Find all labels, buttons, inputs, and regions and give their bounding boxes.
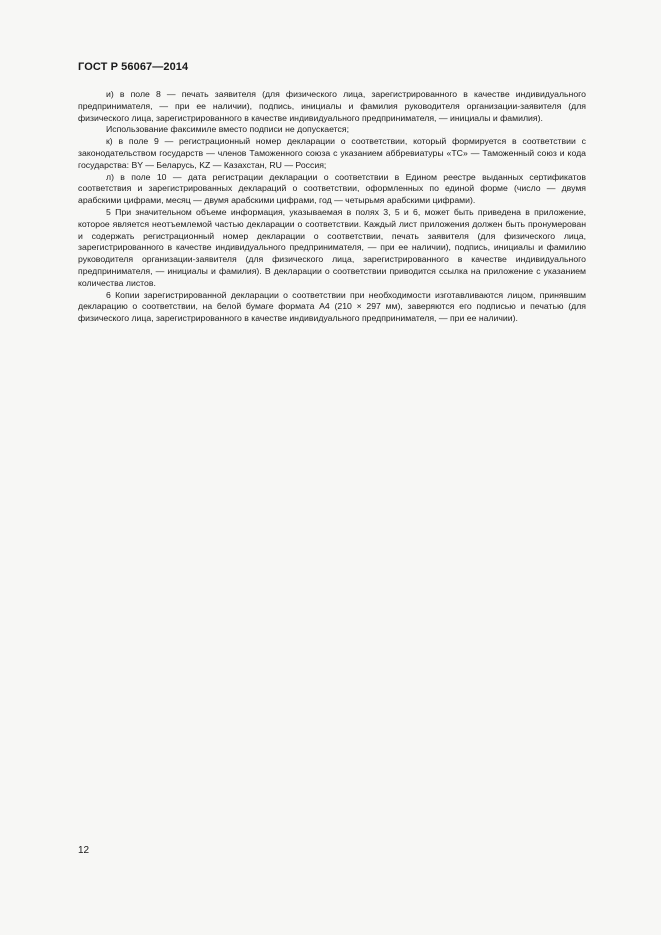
paragraph-section-6: 6 Копии зарегистрированной декларации о соответствии при необходимости изготавливаются лицом, принявшим декларацию о соответствии, на белой бумаге формата А4 (210 × 297 мм), заверяются его подписью и печатью (для физического лица, зарегистрированного в качестве индивидуального предпринимателя, — при ее наличии). (78, 289, 586, 324)
document-body (78, 89, 586, 325)
paragraph-facsimile-note: Использование факсимиле вместо подписи не допускается; (106, 124, 350, 135)
paragraph-item-l: л) в поле 10 — дата регистрации декларации о соответствии в Едином реестре выданных сертификатов соответствия и зарегистрированных деклараций о соответствии, оформленных по единой форме (число — двумя арабскими цифрами, месяц — двумя арабскими цифрами, год — четырьмя арабскими цифрами). (78, 171, 586, 206)
paragraph-section-5: 5 При значительном объеме информация, указываемая в полях 3, 5 и 6, может быть приведена в приложение, которое является неотъемлемой частью декларации о соответствии. Каждый лист приложения должен быть пронумерован и содержать регистрационный номер декларации о соответствии, печать заявителя (для физического лица, зарегистрированного в качестве индивидуального предпринимателя, — при ее наличии), подпись, инициалы и фамилию руководителя организации-заявителя (для физического лица, зарегистрированного в качестве индивидуального предпринимателя, — инициалы и фамилия). В декларации о соответствии приводится ссылка на приложение с указанием количества листов. (78, 206, 586, 288)
document-header: ГОСТ Р 56067—2014 (78, 61, 189, 73)
page-number: 12 (78, 845, 90, 856)
paragraph-item-k: к) в поле 9 — регистрационный номер декларации о соответствии, который формируется в соответствии с законодательством государств — членов Таможенного союза с указанием аббревиатуры «ТС» — Таможенный союз и кода государства: BY — Беларусь, KZ — Казахстан, RU — Россия; (78, 136, 586, 170)
paragraph-item-i: и) в поле 8 — печать заявителя (для физического лица, зарегистрированного в качестве индивидуального предпринимателя, — при ее наличии), подпись, инициалы и фамилия руководителя организации-заявителя (для физического лица, зарегистрированного в качестве индивидуального предпринимателя, — инициалы и фамилия). (78, 89, 586, 123)
